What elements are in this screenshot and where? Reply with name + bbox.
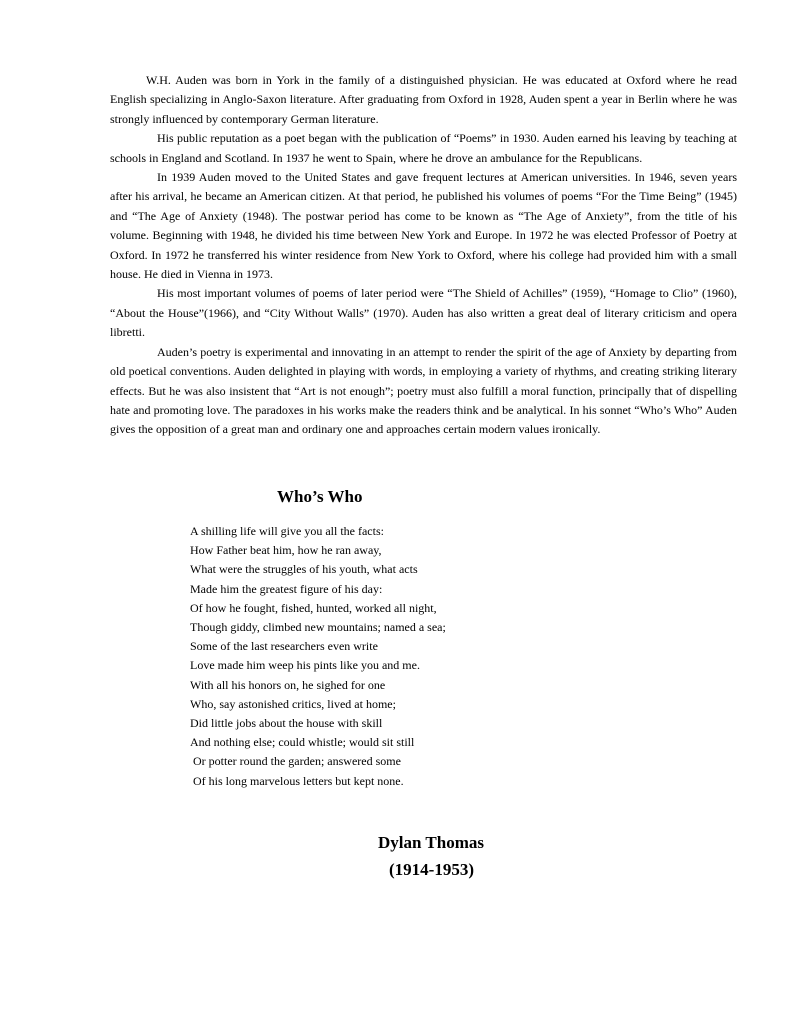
poem-line: Or potter round the garden; answered some	[190, 754, 401, 769]
poem-line: Some of the last researchers even write	[190, 639, 378, 654]
poem-title: Who’s Who	[277, 487, 363, 506]
paragraph-later-volumes: His most important volumes of poems of later period were “The Shield of Achilles” (1959), “Homage to Clio” (1960), “About the House”(1966), and “City Without Walls” (1970). Auden has also written a great deal of literary criticism and opera libretti.	[110, 286, 737, 340]
poem-line: Though giddy, climbed new mountains; named a sea;	[190, 620, 446, 635]
section-author-dates: (1914-1953)	[389, 860, 474, 879]
poem-line: Love made him weep his pints like you and me.	[190, 658, 420, 673]
poem-line: Made him the greatest figure of his day:	[190, 581, 383, 596]
poem-lines	[190, 522, 590, 791]
poem-line: Of how he fought, fished, hunted, worked all night,	[190, 600, 437, 615]
poem-line: What were the struggles of his youth, what acts	[190, 562, 418, 577]
poem-line: Who, say astonished critics, lived at home;	[190, 696, 396, 711]
paragraph-early-life: W.H. Auden was born in York in the family of a distinguished physician. He was educated at Oxford where he read English specializing in Anglo-Saxon literature. After graduating from Oxford in 1928, Auden spent a year in Berlin where he was strongly influenced by contemporary German literature.	[110, 73, 737, 126]
paragraph-america: In 1939 Auden moved to the United States and gave frequent lectures at American universities. In 1946, seven years after his arrival, he became an American citizen. At that period, he published his volumes of poems “For the Time Being” (1945) and “The Age of Anxiety (1948). The postwar period has come to be known as “The Age of Anxiety”, from the title of his volume. Beginning with 1948, he divided his time between New York and Europe. In 1972 he was elected Professor of Poetry at Oxford. In 1972 he transferred his winter residence from New York to Oxford, where his college had provided him with a small house. He died in Vienna in 1973.	[110, 170, 737, 282]
poem-line: A shilling life will give you all the facts:	[190, 524, 384, 538]
poem-line: Of his long marvelous letters but kept none.	[190, 773, 404, 788]
poem-line: And nothing else; could whistle; would sit still	[190, 735, 415, 750]
section-author-name: Dylan Thomas	[378, 833, 484, 852]
poem-line: With all his honors on, he sighed for one	[190, 677, 386, 692]
biography-text	[110, 71, 737, 440]
paragraph-poetry-style: Auden’s poetry is experimental and innovating in an attempt to render the spirit of the age of Anxiety by departing from old poetical conventions. Auden delighted in playing with words, in employing a variety of rhythms, and creating striking literary effects. But he was also insistent that “Art is not enough”; poetry must also fulfill a moral function, principally that of dispelling hate and promoting love. The paradoxes in his works make the readers think and be analytical. In his sonnet “Who’s Who” Auden gives the opposition of a great man and ordinary one and approaches certain modern values ironically.	[110, 344, 737, 437]
paragraph-reputation: His public reputation as a poet began with the publication of “Poems” in 1930. Auden earned his leaving by teaching at schools in England and Scotland. In 1937 he went to Spain, where he drove an ambulance for the Republicans.	[110, 131, 737, 165]
poem-line: Did little jobs about the house with skill	[190, 716, 383, 731]
poem-line: How Father beat him, how he ran away,	[190, 543, 382, 558]
